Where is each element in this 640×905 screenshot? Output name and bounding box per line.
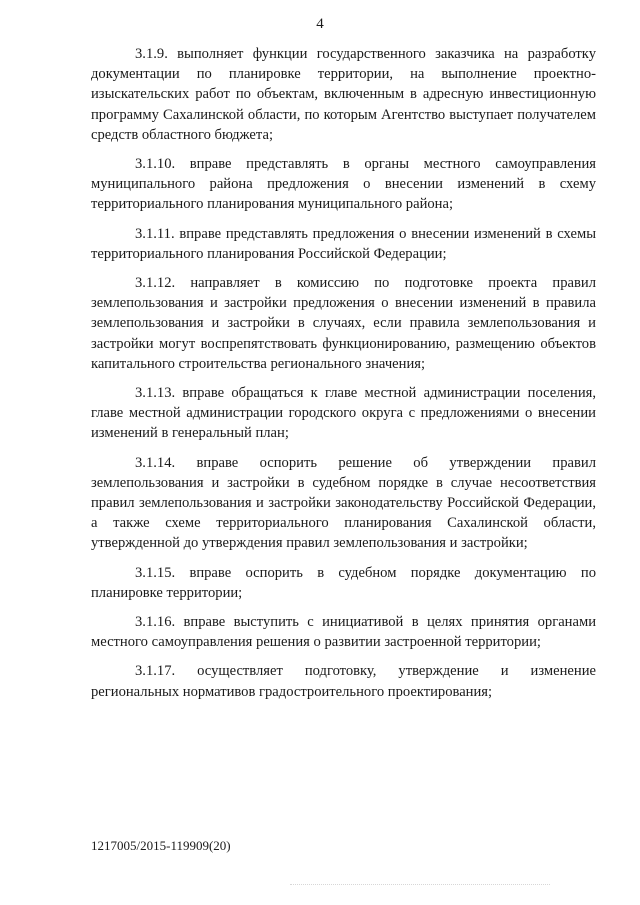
document-registration-code: 1217005/2015-119909(20) [91, 838, 231, 853]
paragraph-3-1-12: 3.1.12. направляет в комиссию по подготовке проекта правил землепользования и застройки предложения о внесении изменений в правила землепользования и застройки в случаях, если правила землепользования и застройки могут воспрепятствовать функционированию, размещению объектов капитального строительства регионального значения; [91, 275, 596, 372]
paragraph-3-1-15: 3.1.15. вправе оспорить в судебном порядке документацию по планировке территории; [91, 564, 596, 601]
paragraph-3-1-14: 3.1.14. вправе оспорить решение об утверждении правил землепользования и застройки в судебном порядке в случае несоответствия правил землепользования и застройки законодательству Российской Федерации, а также схеме территориального планирования Сахалинской области, утвержденной до утверждения правил землепользования и застройки; [91, 454, 596, 552]
paragraph-3-1-16: 3.1.16. вправе выступить с инициативой в целях принятия органами местного самоуправления решения о развитии застроенной территории; [91, 614, 596, 651]
paragraph-3-1-11: 3.1.11. вправе представлять предложения о внесении изменений в схемы территориального планирования Российской Федерации; [91, 225, 596, 262]
paragraph-3-1-10: 3.1.10. вправе представлять в органы местного самоуправления муниципального района предложения о внесении изменений в схему территориального планирования муниципального района; [91, 156, 596, 213]
paragraph-3-1-13: 3.1.13. вправе обращаться к главе местной администрации поселения, главе местной администрации городского округа с предложениями о внесении изменений в генеральный план; [91, 385, 596, 442]
document-body [91, 44, 596, 711]
scan-artifact [290, 884, 550, 889]
paragraph-3-1-9: 3.1.9. выполняет функции государственного заказчика на разработку документации по планировке территории, на выполнение проектно-изыскательских работ по объектам, включенным в адресную инвестиционную программу Сахалинской области, по которым Агентство выступает получателем средств областного бюджета; [91, 46, 596, 143]
paragraph-3-1-17: 3.1.17. осуществляет подготовку, утверждение и изменение региональных нормативов градостроительного проектирования; [91, 663, 596, 700]
page-number: 4 [316, 16, 324, 32]
